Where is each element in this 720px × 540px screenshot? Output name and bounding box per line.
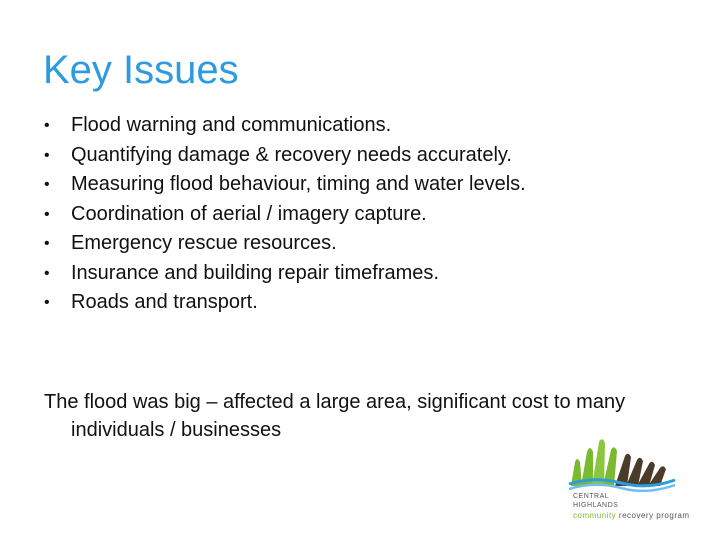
logo-text-line1: CENTRAL [573, 493, 610, 500]
list-item: • Coordination of aerial / imagery capture. [44, 200, 704, 230]
list-item: • Insurance and building repair timeframes. [44, 259, 704, 289]
bullet-icon: • [44, 294, 50, 311]
program-logo [565, 436, 690, 526]
logo-graphic-icon [565, 436, 680, 492]
bullet-icon: • [44, 146, 50, 164]
bullet-icon: • [44, 264, 50, 282]
bullet-list [44, 111, 704, 318]
list-item: • Roads and transport. [44, 288, 704, 318]
summary-paragraph: The flood was big – affected a large area, significant cost to many individuals / businesses [44, 391, 626, 441]
bullet-icon: • [44, 117, 50, 134]
list-item: • Emergency rescue resources. [44, 229, 704, 259]
logo-text-line2: HIGHLANDS [573, 502, 619, 509]
list-item: • Measuring flood behaviour, timing and water levels. [44, 170, 704, 200]
slide-title: Key Issues [43, 48, 239, 92]
bullet-icon: • [44, 176, 50, 193]
logo-text-line3: community recovery program [573, 511, 690, 520]
list-item: • Quantifying damage & recovery needs accurately. [44, 141, 704, 171]
bullet-icon: • [44, 235, 50, 252]
bullet-icon: • [44, 205, 50, 223]
list-item: • Flood warning and communications. [44, 111, 704, 141]
